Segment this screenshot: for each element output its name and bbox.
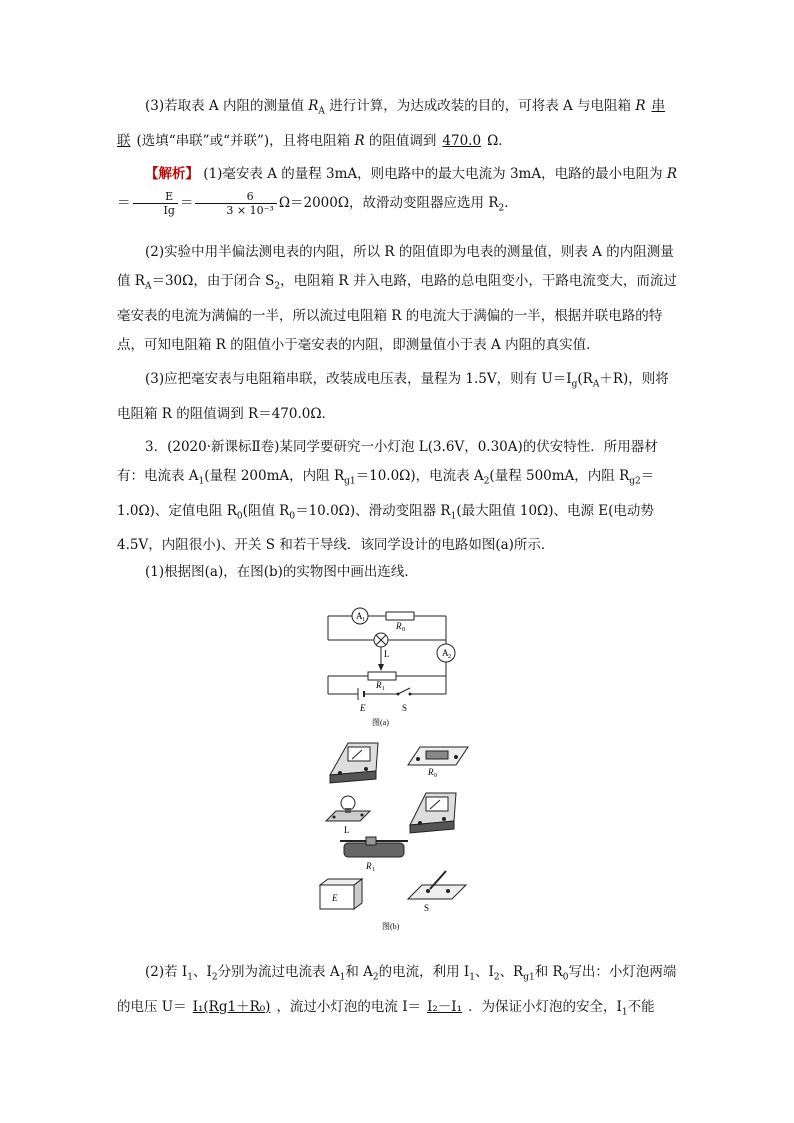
answer-blank-2: 470.0 <box>442 132 482 149</box>
fraction-e-over-ig: $\frac{E}{Ig}$ <box>133 190 178 217</box>
rheostat-r1-device <box>340 837 408 873</box>
question-3-sub2: (2)若 $I_1$、$I_2$分别为流过电流表 $A_1$和 $A_2$的电流，利用 $I_1$、$I_2$、$R_{g1}$和 $R_0$写出：小灯泡两端的电压 U＝ I₁(Rg1＋R₀) ，流过小灯泡的电流 I＝ I₂－I₁ ．为保证小灯泡的安全，$I_1$不能 <box>117 964 677 1018</box>
label-l: L <box>384 649 390 659</box>
analysis-part1: 【解析】 (1)毫安表 A 的量程 3mA，则电路中的最大电流为 3mA，电路的最小电阻为 R ＝ $\frac{E}{Ig}$ ＝ $\frac{6}{\text{3 × 10⁻³}}$ Ω＝2000Ω，故滑动变阻器应选用 $R_2$． <box>117 166 678 217</box>
svg-text:A: A <box>442 648 449 658</box>
resistor-r0-device <box>408 747 468 779</box>
svg-text:1: 1 <box>372 867 375 873</box>
lamp-symbol <box>374 633 388 647</box>
question-3-text: 3．(2020·新课标Ⅱ卷)某同学要研究一小灯泡 L(3.6V，0.30A)的伏安特性．所用器材有：电流表 $A_1$(量程 200mA，内阻 $R_{g1}=10.0\Omega$)，电流表 $A_2$(量程 500mA，内阻 $R_{g2}=1.0\Omega$)、定值电阻 $R_0$(阻值 $R_0=10.0\Omega$)、滑动变阻器 $R_1$(最大阻值 10Ω)、电源 E(电动势 4.5V，内阻很小)、开关 S 和若干导线．该同学设计的电路如图(a)所示． <box>117 439 658 554</box>
svg-text:0: 0 <box>434 773 437 779</box>
ammeter-a1-device <box>330 743 378 783</box>
question-3-sub1: (1)根据图(a)，在图(b)的实物图中画出连线． <box>145 564 418 580</box>
answer-blank-1: 串联 <box>117 98 666 149</box>
ammeter-a2-device <box>410 793 456 833</box>
answer-blank-current: I₂－I₁ <box>427 998 463 1015</box>
label-e: E <box>360 703 366 713</box>
svg-text:E: E <box>332 893 338 903</box>
question-3-part3: (3)若取表 A 内阻的测量值 $R_A$ 进行计算，为达成改装的目的，可将表 A 与电阻箱 R 串联 (选填“串联”或“并联”)，且将电阻箱 R 的阻值调到 470.0 Ω． <box>117 98 666 149</box>
svg-text:1: 1 <box>362 617 365 623</box>
fraction-6-over-3e-3: $\frac{6}{\text{3 × 10⁻³}}$ <box>195 190 276 217</box>
circuit-diagram-a <box>318 600 458 732</box>
analysis-tag: 【解析】 <box>145 166 199 182</box>
switch-s-device <box>408 871 466 913</box>
ammeter-a2-symbol <box>437 644 455 662</box>
battery-e-device <box>320 879 362 909</box>
svg-text:0: 0 <box>402 627 405 633</box>
svg-text:A: A <box>356 611 363 621</box>
figure-a-caption: 图(a) <box>372 718 389 727</box>
label-r1: R <box>376 680 382 690</box>
answer-blank-voltage: I₁(Rg1＋R₀) <box>192 998 271 1015</box>
label-s: S <box>402 703 408 713</box>
svg-text:L: L <box>344 825 350 835</box>
label-r0: R <box>396 621 402 631</box>
svg-text:R: R <box>428 767 434 777</box>
svg-text:2: 2 <box>448 654 451 660</box>
svg-text:1: 1 <box>382 686 385 692</box>
svg-text:S: S <box>424 903 430 913</box>
analysis-part2: (2)实验中用半偏法测电表的内阻，所以 R 的阻值即为电表的测量值，则表 A 的内阻测量值 $R_A=30\Omega$，由于闭合 $S_2$，电阻箱 R 并入电路，电路的总电阻变小，干路电流变大，而流过毫安表的电流为满偏的一半，所以流过电阻箱 R 的电流大于满偏的一半，根据并联电路的特点，可知电阻箱 R 的阻值小于毫安表的内阻，即测量值小于表 A 内阻的真实值． <box>117 244 677 353</box>
lamp-device <box>326 796 370 835</box>
figure-b-caption: 图(b) <box>382 922 400 931</box>
ammeter-a1-symbol <box>352 608 368 624</box>
svg-text:R: R <box>366 861 372 871</box>
analysis-part3: (3)应把毫安表与电阻箱串联，改装成电压表，量程为 1.5V，则有 $U=I_g(R_A+R)$，则将电阻箱 R 的阻值调到 R＝470.0Ω． <box>117 371 669 422</box>
apparatus-figure-b <box>318 735 478 935</box>
